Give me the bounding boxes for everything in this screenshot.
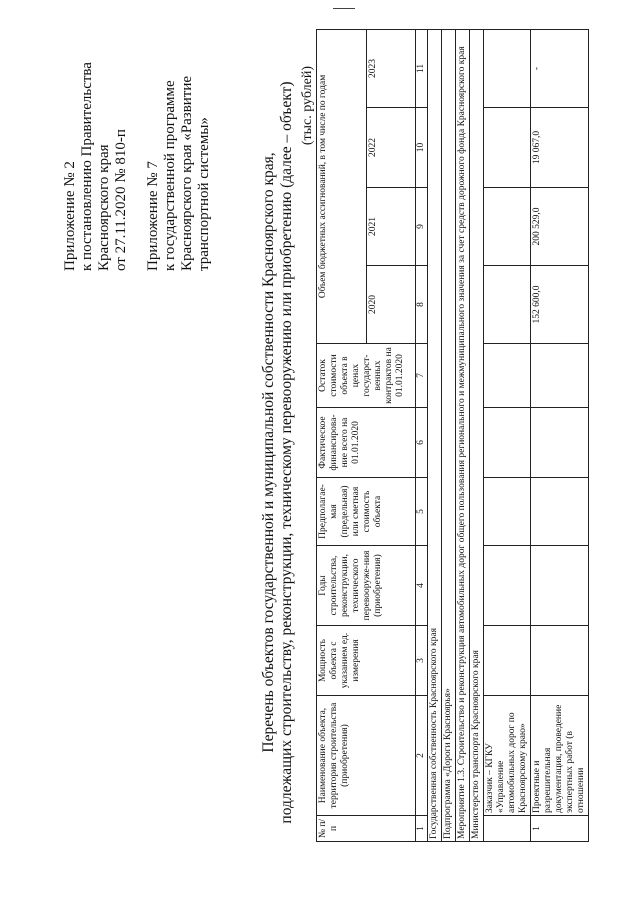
section-measure-1-3: Мероприятие 1.3. Строительство и реконструкция автомобильных дорог общего пользования регионального и межмуниципального значения за счет средств дорожного фонда Красноярского края	[456, 29, 470, 841]
table-row	[470, 29, 484, 841]
table-row	[456, 29, 470, 841]
table-row	[484, 29, 531, 841]
section-state-property: Государственная собственность Красноярского края	[428, 29, 442, 841]
column-number: 6	[416, 408, 428, 478]
table-row	[428, 29, 442, 841]
header-name: Наименование объекта, территория строительства (приобретения)	[317, 696, 416, 816]
customer-cell: Заказчик – КГКУ «Управление автомобильных дорог по Красноярскому краю»	[484, 696, 531, 816]
document-title-line-2: подлежащих строительству, реконструкции, техническому перевооружению или приобретению (далее – объект)	[278, 81, 295, 824]
objects-table	[316, 29, 589, 842]
value-2023: -	[531, 29, 589, 107]
header-remainder: Остаток стоимости объекта в ценах государст-венных контрактов на 01.01.2020	[317, 344, 416, 408]
table-row	[442, 29, 456, 841]
header-year-2023: 2023	[366, 29, 416, 107]
section-subprogram: Подпрограмма «Дороги Красноярья»	[442, 29, 456, 841]
column-number: 10	[416, 108, 428, 188]
empty-cell	[531, 344, 589, 408]
appendix-7-line: Приложение № 7	[145, 161, 161, 271]
header-year-2021: 2021	[366, 188, 416, 266]
column-number: 7	[416, 344, 428, 408]
appendix-7-block	[145, 76, 213, 271]
header-num: № п/п	[317, 816, 416, 842]
appendix-2-line: Красноярского края	[96, 144, 112, 271]
empty-cell	[484, 188, 531, 266]
object-name: Проектные и разрешительная документация, проведение экспертных работ (в отношении	[531, 696, 589, 816]
value-2022: 19 067,0	[531, 108, 589, 188]
empty-cell	[531, 626, 589, 696]
header-funded: Фактическое финансирова-ние всего на 01.01.2020	[317, 408, 416, 478]
header-capacity: Мощность объекта с указанием ед. измерения	[317, 626, 416, 696]
appendix-7-line: транспортной системы»	[196, 117, 212, 271]
section-ministry: Министерство транспорта Красноярского края	[470, 29, 484, 841]
empty-cell	[484, 408, 531, 478]
header-row	[317, 29, 367, 841]
column-number: 2	[416, 696, 428, 816]
appendix-2-line: к постановлению Правительства	[79, 62, 95, 271]
header-years: Годы строительства, реконструкции, технического перевооруже-ния (приобретения)	[317, 546, 416, 626]
value-2021: 200 529,0	[531, 188, 589, 266]
column-number: 1	[416, 816, 428, 842]
header-year-2020: 2020	[366, 266, 416, 344]
column-number: 3	[416, 626, 428, 696]
header-year-2022: 2022	[366, 108, 416, 188]
column-number: 9	[416, 188, 428, 266]
appendix-2-block	[62, 62, 130, 271]
table-row	[531, 29, 589, 841]
empty-cell	[484, 816, 531, 842]
header-budget: Объем бюджетных ассигнований, в том числе по годам	[317, 29, 367, 343]
appendix-7-line: Красноярского края «Развитие	[179, 75, 195, 271]
appendix-2-line: Приложение № 2	[62, 161, 78, 271]
empty-cell	[484, 546, 531, 626]
unit-label: (тыс. рублей)	[300, 66, 315, 146]
empty-cell	[484, 108, 531, 188]
header-estimate: Предполагае-мая (предельная) или сметная стоимость объекта	[317, 478, 416, 546]
empty-cell	[531, 546, 589, 626]
column-number-row	[416, 29, 428, 841]
column-number: 4	[416, 546, 428, 626]
column-number: 5	[416, 478, 428, 546]
empty-cell	[484, 478, 531, 546]
empty-cell	[484, 344, 531, 408]
empty-cell	[484, 266, 531, 344]
empty-cell	[484, 29, 531, 107]
appendix-7-line: к государственной программе	[162, 80, 178, 271]
value-2020: 152 600,0	[531, 266, 589, 344]
row-number: 1	[531, 816, 589, 842]
empty-cell	[531, 408, 589, 478]
column-number: 11	[416, 29, 428, 107]
empty-cell	[531, 478, 589, 546]
document-title-line-1: Перечень объектов государственной и муниципальной собственности Красноярского края,	[260, 152, 277, 753]
empty-cell	[484, 626, 531, 696]
appendix-2-line: от 27.11.2020 № 810-п	[113, 129, 129, 271]
column-number: 8	[416, 266, 428, 344]
